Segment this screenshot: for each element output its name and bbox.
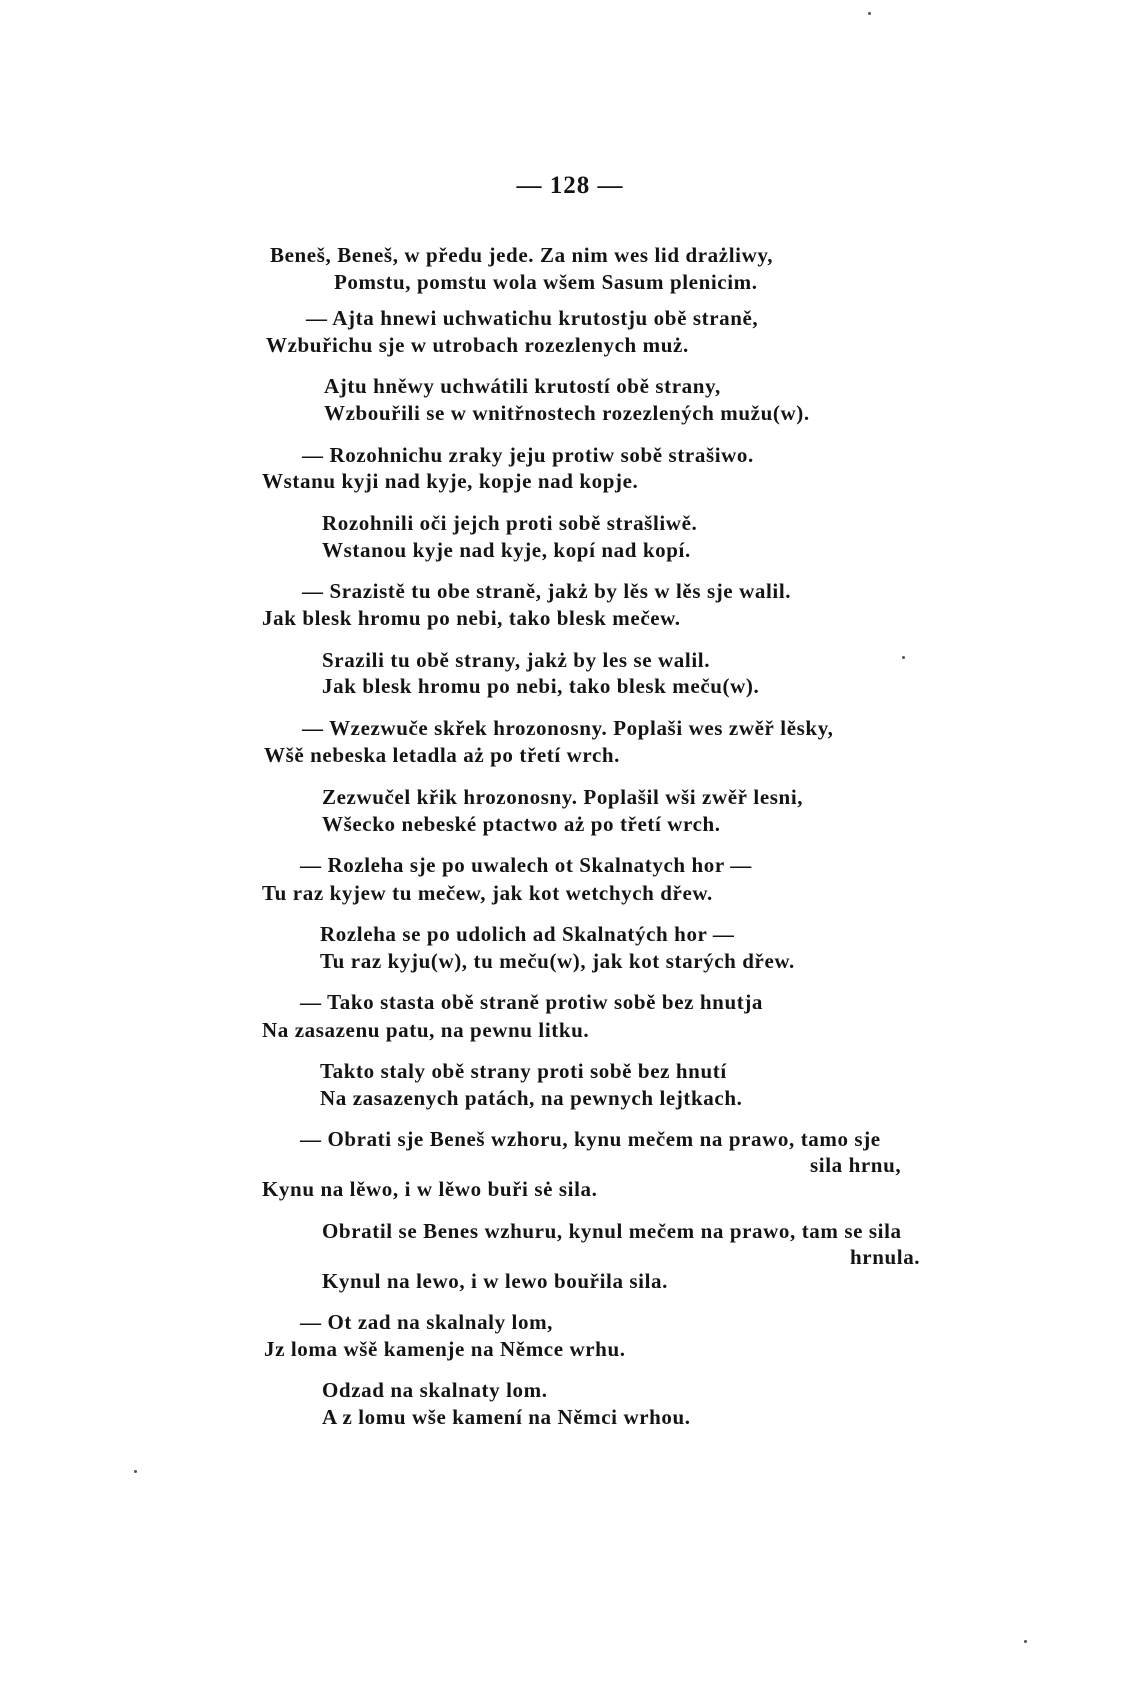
- text-line: Kynul na lewo, i w lewo bouřila sila.: [322, 1269, 668, 1293]
- text-line: Rozohnili oči jejch proti sobě strašliwě.: [322, 511, 698, 535]
- text-line: Tu raz kyjew tu mečew, jak kot wetchych dřew.: [262, 881, 713, 905]
- text-line: Jak blesk hromu po nebi, tako blesk meču(w).: [322, 674, 760, 698]
- text-line: Wzbouřili se w wnitřnostech rozezlených mužu(w).: [324, 401, 810, 425]
- text-line: — Wzezwuče skřek hrozonosny. Poplaši wes zwěř lěsky,: [302, 716, 834, 740]
- text-line: Rozleha se po udolich ad Skalnatých hor —: [320, 922, 735, 946]
- text-line: — Ot zad na skalnaly lom,: [300, 1310, 554, 1334]
- scan-speck: [134, 1470, 137, 1473]
- text-line: Na zasazenu patu, na pewnu litku.: [262, 1018, 590, 1042]
- text-line: Obratil se Benes wzhuru, kynul mečem na prawo, tam se sila: [322, 1219, 902, 1243]
- scan-speck: [902, 656, 905, 659]
- text-line: Ajtu hněwy uchwátili krutostí obě strany,: [324, 374, 721, 398]
- scan-speck: [868, 12, 871, 15]
- text-line: hrnula.: [850, 1245, 921, 1269]
- text-line: Wstanou kyje nad kyje, kopí nad kopí.: [322, 538, 691, 562]
- text-line: Wšecko nebeské ptactwo aż po třetí wrch.: [322, 812, 721, 836]
- text-line: Kynu na lěwo, i w lěwo buři sė sila.: [262, 1177, 598, 1201]
- text-line: — Ajta hnewi uchwatichu krutostju obě straně,: [306, 306, 759, 330]
- text-line: Jz loma wšě kamenje na Němce wrhu.: [264, 1337, 626, 1361]
- text-line: — Tako stasta obě straně protiw sobě bez hnutja: [300, 990, 764, 1014]
- text-line: — Rozleha sje po uwalech ot Skalnatych hor —: [300, 853, 752, 877]
- text-line: Takto staly obě strany proti sobě bez hnutí: [320, 1059, 727, 1083]
- text-line: Jak blesk hromu po nebi, tako blesk mečew.: [262, 606, 681, 630]
- text-line: A z lomu wše kamení na Němci wrhou.: [322, 1405, 691, 1429]
- page-number: — 128 —: [516, 172, 624, 199]
- text-line: sila hrnu,: [810, 1153, 902, 1177]
- text-line: Wšě nebeska letadla aż po třetí wrch.: [264, 743, 621, 767]
- text-line: — Srazistě tu obe straně, jakż by lěs w lěs sje walil.: [302, 579, 792, 603]
- text-line: Zezwučel křik hrozonosny. Poplašil wši zwěř lesni,: [322, 785, 804, 809]
- text-line: Srazili tu obě strany, jakż by les se walil.: [322, 648, 711, 672]
- text-line: Wzbuřichu sje w utrobach rozezlenych muż.: [266, 333, 689, 357]
- text-line: — Rozohnichu zraky jeju protiw sobě strašiwo.: [302, 443, 754, 467]
- text-line: Pomstu, pomstu wola wšem Sasum plenicim.: [334, 270, 758, 294]
- text-line: Odzad na skalnaty lom.: [322, 1378, 548, 1402]
- text-line: Na zasazenych patách, na pewnych lejtkach.: [320, 1086, 743, 1110]
- text-line: Tu raz kyju(w), tu meču(w), jak kot starých dřew.: [320, 949, 795, 973]
- text-line: — Obrati sje Beneš wzhoru, kynu mečem na prawo, tamo sje: [300, 1127, 881, 1151]
- text-line: Wstanu kyji nad kyje, kopje nad kopje.: [262, 469, 639, 493]
- text-line: Beneš, Beneš, w předu jede. Za nim wes lid drażliwy,: [270, 243, 774, 267]
- scan-speck: [1024, 1640, 1027, 1643]
